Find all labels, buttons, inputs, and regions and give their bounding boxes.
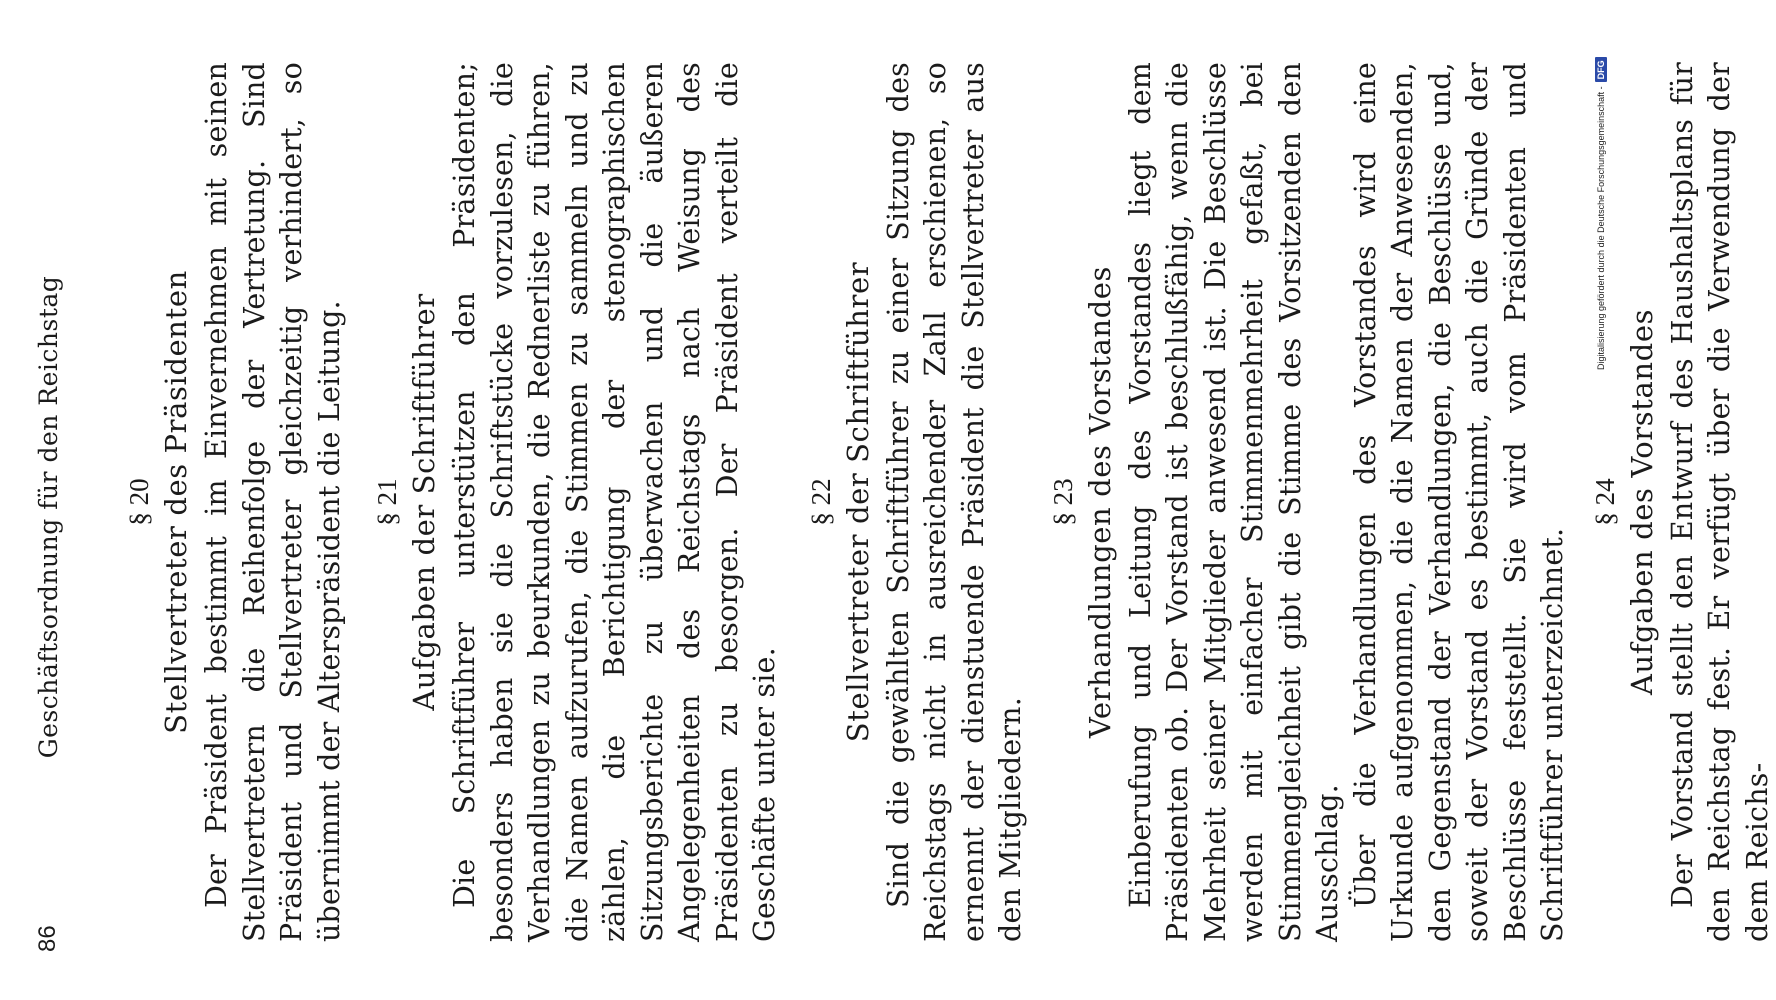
section-21 (370, 62, 784, 942)
page-header (34, 82, 74, 952)
credit-text: Digitalisierung gefördert durch die Deutsche Forschungsgemeinschaft - (1596, 86, 1606, 370)
page-body (122, 62, 1776, 942)
section-number: § 23 (1047, 478, 1078, 526)
section-title: Aufgaben des Vorstandes (1624, 308, 1659, 696)
section-number: § 21 (372, 478, 402, 526)
section-23 (1046, 62, 1572, 942)
section-paragraph: Die Schriftführer unterstützen den Präsidenten; besonders haben sie die Schriftstücke vorzulesen, die Verhandlungen zu beurkunden, die Rednerliste zu führen, die Namen aufzurufen, die Stimmen zu sammeln und zu zählen, die Berichtigung der stenographischen Sitzungsberichte zu überwachen und die äußeren Angelegenheiten des Reichstags nach Weisung des Präsidenten zu besorgen. Der Präsident verteilt die Geschäfte unter sie. (448, 62, 781, 942)
section-title: Aufgaben der Schriftführer (407, 293, 441, 711)
dfg-logo-icon: DFG (1595, 57, 1607, 82)
section-number: § 22 (805, 478, 836, 526)
section-paragraph: Der Vorstand stellt den Entwurf des Haushaltsplans für den Reichstag fest. Er verfügt über die Verwendung der dem Reichs- (1665, 62, 1774, 942)
running-head: Geschäftsordnung für den Reichstag (34, 275, 63, 759)
section-number: § 20 (124, 478, 154, 526)
section-20 (122, 62, 348, 942)
section-title: Verhandlungen des Vorstandes (1082, 265, 1117, 739)
section-paragraph: Der Präsident bestimmt im Einvernehmen mit seinen Stellvertretern die Reihenfolge der Vertretung. Sind Präsident und Stellvertreter gleichzeitig verhindert, so übernimmt der Alterspräsident die Leitung. (200, 62, 346, 942)
section-paragraph: Über die Verhandlungen des Vorstandes wird eine Urkunde aufgenommen, die die Namen der Anwesenden, den Gegenstand der Verhandlungen, die Beschlüsse und, soweit der Vorstand es bestimmt, auch die Gründe der Beschlüsse feststellt. Sie wird vom Präsidenten und Schriftführer unterzeichnet. (1348, 62, 1569, 942)
section-number: § 24 (1589, 478, 1620, 526)
section-title: Stellvertreter des Präsidenten (159, 270, 193, 734)
page-number: 86 (34, 925, 61, 952)
digitization-credit (1586, 10, 1616, 370)
section-title: Stellvertreter der Schriftführer (840, 261, 875, 743)
section-22 (804, 62, 1030, 942)
section-paragraph: Einberufung und Leitung des Vorstandes liegt dem Präsidenten ob. Der Vorstand ist beschlußfähig, wenn die Mehrheit seiner Mitglieder anwesend ist. Die Beschlüsse werden mit einfacher Stimmenmehrheit gefaßt, bei Stimmengleichheit gibt die Stimme des Vorsitzenden den Ausschlag. (1123, 62, 1344, 942)
section-paragraph: Sind die gewählten Schriftführer zu einer Sitzung des Reichstags nicht in ausreichender Zahl erschienen, so ernennt der dienstuende Präsident die Stellvertreter aus den Mitgliedern. (881, 62, 1027, 942)
